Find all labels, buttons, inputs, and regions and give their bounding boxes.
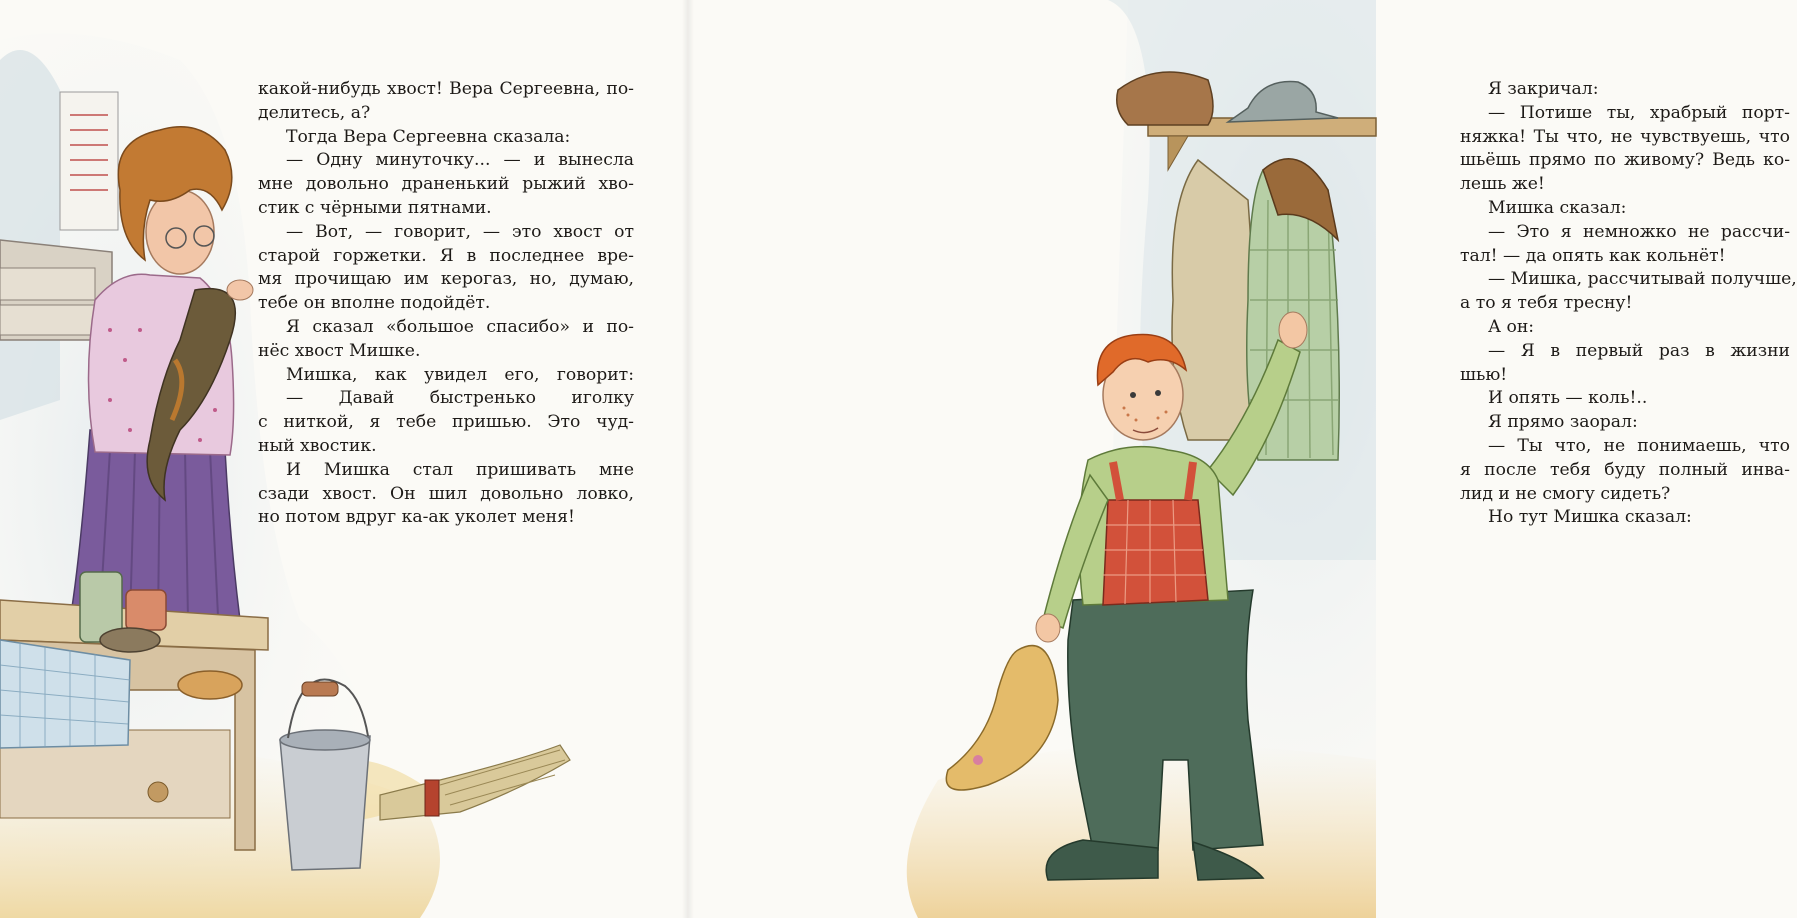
wall-poster: [60, 92, 118, 230]
left-text-line: мя прочищаю им керогаз, но, думаю,: [258, 269, 634, 290]
left-text-line: Я сказал «большое спасибо» и по-: [286, 316, 634, 337]
left-text-line: Тогда Вера Сергеевна сказала:: [286, 126, 571, 147]
left-text-line: Мишка, как увидел его, говорит:: [286, 364, 634, 385]
left-text-line: с ниткой, я тебе пришью. Это чуд-: [258, 412, 634, 433]
right-text-line: И опять — коль!..: [1488, 388, 1648, 409]
right-page: [688, 0, 1797, 918]
left-text-line: старой горжетки. Я в последнее вре-: [258, 245, 634, 266]
left-text-line: нёс хвост Мишке.: [258, 340, 421, 361]
right-text-line: — Я в первый раз в жизни: [1488, 340, 1790, 361]
left-page: [0, 0, 688, 918]
right-text-line: шью!: [1460, 364, 1508, 385]
right-text-line: няжка! Ты что, не чувствуешь, что: [1460, 126, 1790, 147]
right-text-line: Я закричал:: [1488, 79, 1599, 99]
right-text-line: Но тут Мишка сказал:: [1488, 507, 1692, 528]
right-text-line: — Мишка, рассчитывай получше,: [1488, 269, 1797, 290]
right-text-line: Мишка сказал:: [1488, 197, 1627, 218]
right-text-line: Я прямо заорал:: [1488, 412, 1638, 433]
right-text-line: шьёшь прямо по живому? Ведь ко-: [1460, 150, 1790, 171]
right-text-line: А он:: [1488, 316, 1535, 337]
right-text-line: — Ты что, не понимаешь, что: [1488, 435, 1790, 456]
right-page-text: [1460, 78, 1797, 530]
left-text-line: И Мишка стал пришивать мне: [286, 459, 634, 480]
left-text-line: — Давай быстренько иголку: [286, 388, 634, 409]
left-text-line: делитесь, а?: [258, 102, 371, 123]
right-text-line: — Потише ты, храбрый порт-: [1488, 102, 1790, 123]
left-text-line: тебе он вполне подойдёт.: [258, 293, 491, 314]
left-text-line: — Вот, — говорит, — это хвост от: [286, 221, 634, 242]
right-text-line: лешь же!: [1460, 174, 1545, 195]
left-text-line: сзади хвост. Он шил довольно ловко,: [258, 483, 634, 504]
left-text-line: — Одну минуточку... — и вынесла: [286, 150, 634, 171]
left-text-line: ный хвостик.: [258, 435, 377, 456]
left-text-line: мне довольно драненький рыжий хво-: [258, 174, 634, 195]
right-text-line: лид и не смогу сидеть?: [1460, 483, 1671, 504]
right-text-line: тал! — да опять как кольнёт!: [1460, 245, 1726, 266]
left-text-line: стик с чёрными пятнами.: [258, 197, 492, 218]
left-text-line: но потом вдруг ка-ак уколет меня!: [258, 507, 575, 528]
left-page-text: [258, 78, 634, 530]
illustration-boy-coats: [688, 0, 1376, 918]
left-text-line: какой-нибудь хвост! Вера Сергеевна, по-: [258, 79, 634, 99]
right-text-line: я после тебя буду полный инва-: [1460, 459, 1790, 480]
right-text-line: а то я тебя тресну!: [1460, 293, 1633, 314]
right-text-line: — Это я немножко не рассчи-: [1488, 221, 1790, 242]
